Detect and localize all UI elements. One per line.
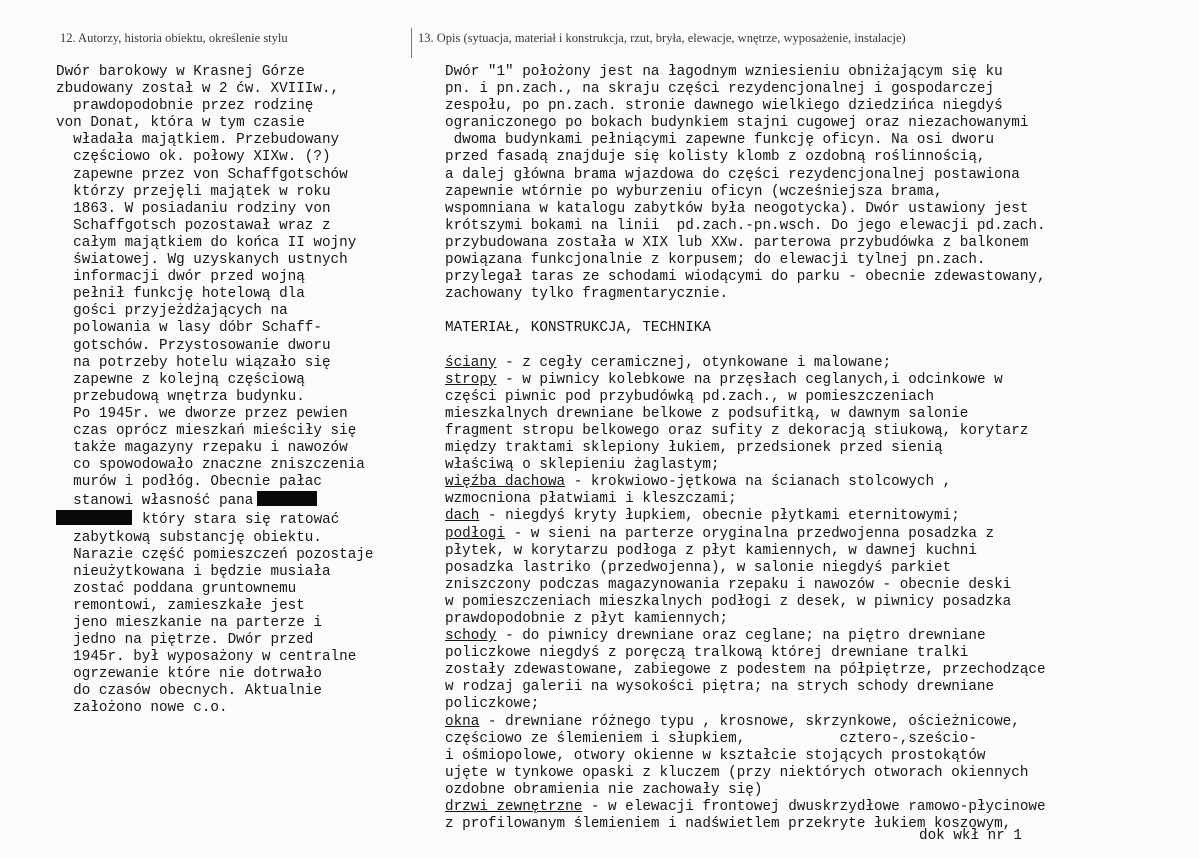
description-line [445,389,1046,406]
entry-term: schody [445,628,497,645]
entry-text: płytek, w korytarzu podłoga z płyt kamiennych, w dawnej kuchni [445,542,977,559]
section-12-header: 12. Autorzy, historia obiektu, określenie stylu [60,31,288,45]
history-line [56,98,373,115]
history-line [56,666,373,683]
redaction-block [56,510,132,525]
history-line [56,491,373,510]
history-text: gości przyjeżdżających na [56,303,288,320]
history-text: na potrzeby hotelu wiązało się [56,354,331,371]
entry-text: prawdopodobnie z płyt kamiennych; [445,611,729,627]
history-text: jedno na piętrze. Dwór przed [56,632,314,649]
description-line [445,423,1046,440]
description-line [445,782,1046,799]
history-text: Po 1945r. we dworze przez pewien [56,405,348,422]
entry-text: zostały zdewastowane, zabiegowe z podestem na półpiętrze, przechodzące [445,662,1046,679]
history-line [56,252,373,269]
entry-text: - w elewacji frontowej dwuskrzydłowe ramowo-płycinowe [582,799,1046,816]
history-line [56,201,373,218]
intro-text: Dwór "1" położony jest na łagodnym wzniesieniu obniżającym się ku [445,64,1003,80]
entry-text: fragment stropu belkowego oraz sufity z dekoracją stiukową, korytarz [445,422,1029,439]
description-line [445,526,1046,543]
intro-text: wspomniana w katalogu zabytków była neogotycka). Dwór ustawiony jest [445,200,1029,217]
history-text: jeno mieszkanie na parterze i [56,615,322,631]
entry-text: w rodzaj galerii na wysokości piętra; na strych schody drewniane [445,679,995,696]
description-line [445,167,1046,184]
history-line [56,683,373,700]
description-line [445,372,1046,389]
description-line [445,594,1046,611]
description-line [445,765,1046,782]
history-line [56,406,373,423]
history-line [56,632,373,649]
entry-text: między traktami sklepiony łukiem, przedsionek przed sienią [445,440,943,457]
history-text: stanowi własność pana [56,493,254,510]
section-13-header: 13. Opis (sytuacja, materiał i konstrukcja, rzut, bryła, elewacje, wnętrze, wyposażenie, instalacje) [418,31,906,45]
entry-text: mieszkalnych drewniane belkowe z podsufitką, w dawnym salonie [445,405,969,422]
history-line [56,547,373,564]
entry-text: - z cegły ceramicznej, otynkowane i malowane; [496,354,892,371]
history-text: gotschów. Przystosowanie dworu [56,337,331,354]
history-line [56,615,373,632]
entry-text: wzmocniona płatwiami i kleszczami; [445,491,737,508]
intro-text: pn. i pn.zach., na skraju części rezydencjonalnej i gospodarczej [445,81,995,98]
history-column [56,64,373,718]
intro-text: krótszymi bokami na linii pd.zach.-pn.wsch. Do jego elewacji pd.zach. [445,217,1046,234]
history-line [56,423,373,440]
history-line [56,218,373,235]
history-text: co spowodowało znaczne zniszczenia [56,457,365,474]
history-text: Schaffgotsch pozostawał wraz z [56,217,331,234]
description-line [445,748,1046,765]
document-footer: dok wkł nr 1 [919,828,1022,844]
intro-text: powiązana funkcjonalnie z korpusem; do elewacji tylnej pn.zach. [445,252,986,269]
history-text: murów i podłóg. Obecnie pałac [56,474,322,491]
entry-text: części piwnic pod przybudówką pd.zach., w pomieszczeniach [445,388,935,405]
description-line [445,799,1046,816]
description-line [445,201,1046,218]
description-line [445,81,1046,98]
entry-text: - drewniane różnego typu , krosnowe, skrzynkowe, ościeżnicowe, [479,713,1020,730]
description-line [445,64,1046,81]
history-line [56,235,373,252]
description-line [445,474,1046,491]
description-line [445,679,1046,696]
description-line [445,149,1046,166]
description-line [445,218,1046,235]
history-line [56,564,373,581]
entry-term: dach [445,508,480,525]
entry-text: posadzka lastriko (przedwojenna), w salonie niegdyś parkiet [445,559,952,576]
description-line [445,731,1046,748]
history-text: polowania w lasy dóbr Schaff- [56,320,322,337]
description-line [445,286,1046,303]
history-text: von Donat, która w tym czasie [56,115,305,132]
entry-text: zniszczony podczas magazynowania rzepaku i nawozów - obecnie deski [445,576,1012,593]
entry-term: drzwi zewnętrzne [445,799,583,816]
history-text: zapewne przez von Schaffgotschów [56,166,348,183]
history-line [56,649,373,666]
description-line [445,115,1046,132]
description-line [445,560,1046,577]
description-line [445,457,1046,474]
history-text: którzy przejęli majątek w roku [56,183,331,200]
intro-text: zapewnie wtórnie po wyburzeniu oficyn (wcześniejsza brama, [445,183,943,200]
entry-term: okna [445,713,480,730]
intro-text: a dalej główna brama wjazdowa do części rezydencjonalnej postawiona [445,166,1020,183]
history-line [56,269,373,286]
history-text: 1863. W posiadaniu rodziny von [56,200,331,217]
history-text: czas oprócz mieszkań mieściły się [56,422,357,439]
entry-text: z profilowanym ślemieniem i nadświetlem przekryte łukiem koszowym, [445,816,1012,833]
history-line [56,149,373,166]
description-line [445,543,1046,560]
entry-text: - w piwnicy kolebkowe na przęsłach ceglanych,i odcinkowe w [496,371,1003,388]
entry-text: częściowo ze ślemieniem i słupkiem, cztero-,sześcio- [445,730,977,747]
entry-term: stropy [445,371,497,388]
entry-term: podłogi [445,525,506,542]
intro-text: ograniczonego po bokach budynkiem stajni cugowej oraz niezachowanymi [445,115,1029,132]
history-line [56,700,373,717]
history-text: przebudową wnętrza budynku. [56,388,305,405]
blank-line [445,338,1046,355]
history-line [56,286,373,303]
history-text: który stara się ratować [142,512,340,529]
entry-term: ściany [445,354,497,371]
history-line [56,184,373,201]
entry-term: więźba dachowa [445,474,566,491]
history-text: zostać poddana gruntownemu [56,580,297,597]
description-column [445,64,1046,833]
history-line [56,372,373,389]
intro-text: przylegał taras ze schodami wiodącymi do parku - obecnie zdewastowany, [445,269,1046,286]
description-line [445,645,1046,662]
history-line [56,389,373,406]
history-line [56,81,373,98]
history-text: także magazyny rzepaku i nawozów [56,440,348,457]
history-text: całym majątkiem do końca II wojny [56,234,357,251]
description-line [445,184,1046,201]
history-text: nieużytkowana i będzie musiała [56,563,331,580]
description-line [445,662,1046,679]
history-text: pełnił funkcję hotelową dla [56,286,305,303]
entry-text: policzkowe; [445,696,540,713]
entry-text: - niegdyś kryty łupkiem, obecnie płytkami eternitowymi; [479,508,960,525]
entry-text: policzkowe niegdyś z poręczą tralkową której drewniane tralki [445,645,969,662]
intro-text: zachowany tylko fragmentarycznie. [445,286,729,303]
description-line [445,355,1046,372]
history-text: zbudowany został w 2 ćw. XVIIIw., [56,81,340,98]
history-text: informacji dwór przed wojną [56,269,305,286]
entry-text: - krokwiowo-jętkowa na ścianach stolcowych , [565,474,952,491]
history-text: do czasów obecnych. Aktualnie [56,683,322,700]
entry-text: ujęte w tynkowe opaski z kluczem (przy niektórych otworach okiennych [445,764,1029,781]
history-line [56,303,373,320]
history-text: Dwór barokowy w Krasnej Górze [56,64,305,80]
description-line [445,508,1046,525]
entry-text: właściwą o sklepieniu żaglastym; [445,457,720,474]
history-line [56,457,373,474]
description-line [445,252,1046,269]
history-text: ogrzewanie które nie dotrwało [56,666,322,683]
description-line [445,440,1046,457]
description-line [445,132,1046,149]
history-line [56,598,373,615]
description-line [445,611,1046,628]
history-line [56,581,373,598]
description-line [445,628,1046,645]
history-text: remontowi, zamieszkałe jest [56,597,305,614]
description-line [445,491,1046,508]
intro-text: dwoma budynkami pełniącymi zapewne funkcję oficyn. Na osi dworu [445,132,995,149]
entry-text: - do piwnicy drewniane oraz ceglane; na piętro drewniane [496,628,986,645]
history-line [56,474,373,491]
description-line [445,98,1046,115]
history-line [56,355,373,372]
description-line [445,577,1046,594]
intro-text: przybudowana została w XIX lub XXw. parterowa przybudówka z balkonem [445,234,1029,251]
entry-text: - w sieni na parterze oryginalna przedwojenna posadzka z [505,525,995,542]
description-line [445,696,1046,713]
description-line [445,714,1046,731]
history-line [56,510,373,529]
blank-line [445,303,1046,320]
description-line [445,235,1046,252]
description-line [445,269,1046,286]
section-heading: MATERIAŁ, KONSTRUKCJA, TECHNIKA [445,320,711,337]
column-divider [411,28,412,58]
history-line [56,530,373,547]
intro-text: zespołu, po pn.zach. stronie dawnego wielkiego dziedzińca niegdyś [445,98,1003,115]
description-line [445,406,1046,423]
history-text: założono nowe c.o. [56,700,228,717]
history-line [56,440,373,457]
history-text: Narazie część pomieszczeń pozostaje [56,546,374,563]
history-line [56,338,373,355]
history-text: zabytkową substancję obiektu. [56,529,322,546]
history-text: światowej. Wg uzyskanych ustnych [56,252,348,269]
history-line [56,320,373,337]
history-line [56,167,373,184]
history-line [56,132,373,149]
redaction-block [257,491,317,506]
entry-text: i ośmiopolowe, otwory okienne w kształcie stojących prostokątów [445,747,986,764]
entry-text: w pomieszczeniach mieszkalnych podłogi z desek, w piwnicy posadzka [445,593,1012,610]
history-line [56,115,373,132]
history-text: prawdopodobnie przez rodzinę [56,98,314,115]
history-text: 1945r. był wyposażony w centralne [56,649,357,666]
history-text: częściowo ok. połowy XIXw. (?) [56,149,331,166]
entry-text: ozdobne obramienia nie zachowały się) [445,781,763,798]
history-line [56,64,373,81]
history-text: władała majątkiem. Przebudowany [56,132,340,149]
history-text: zapewne z kolejną częściową [56,371,305,388]
description-line [445,320,1046,337]
intro-text: przed fasadą znajduje się kolisty klomb z ozdobną roślinnością, [445,149,986,166]
